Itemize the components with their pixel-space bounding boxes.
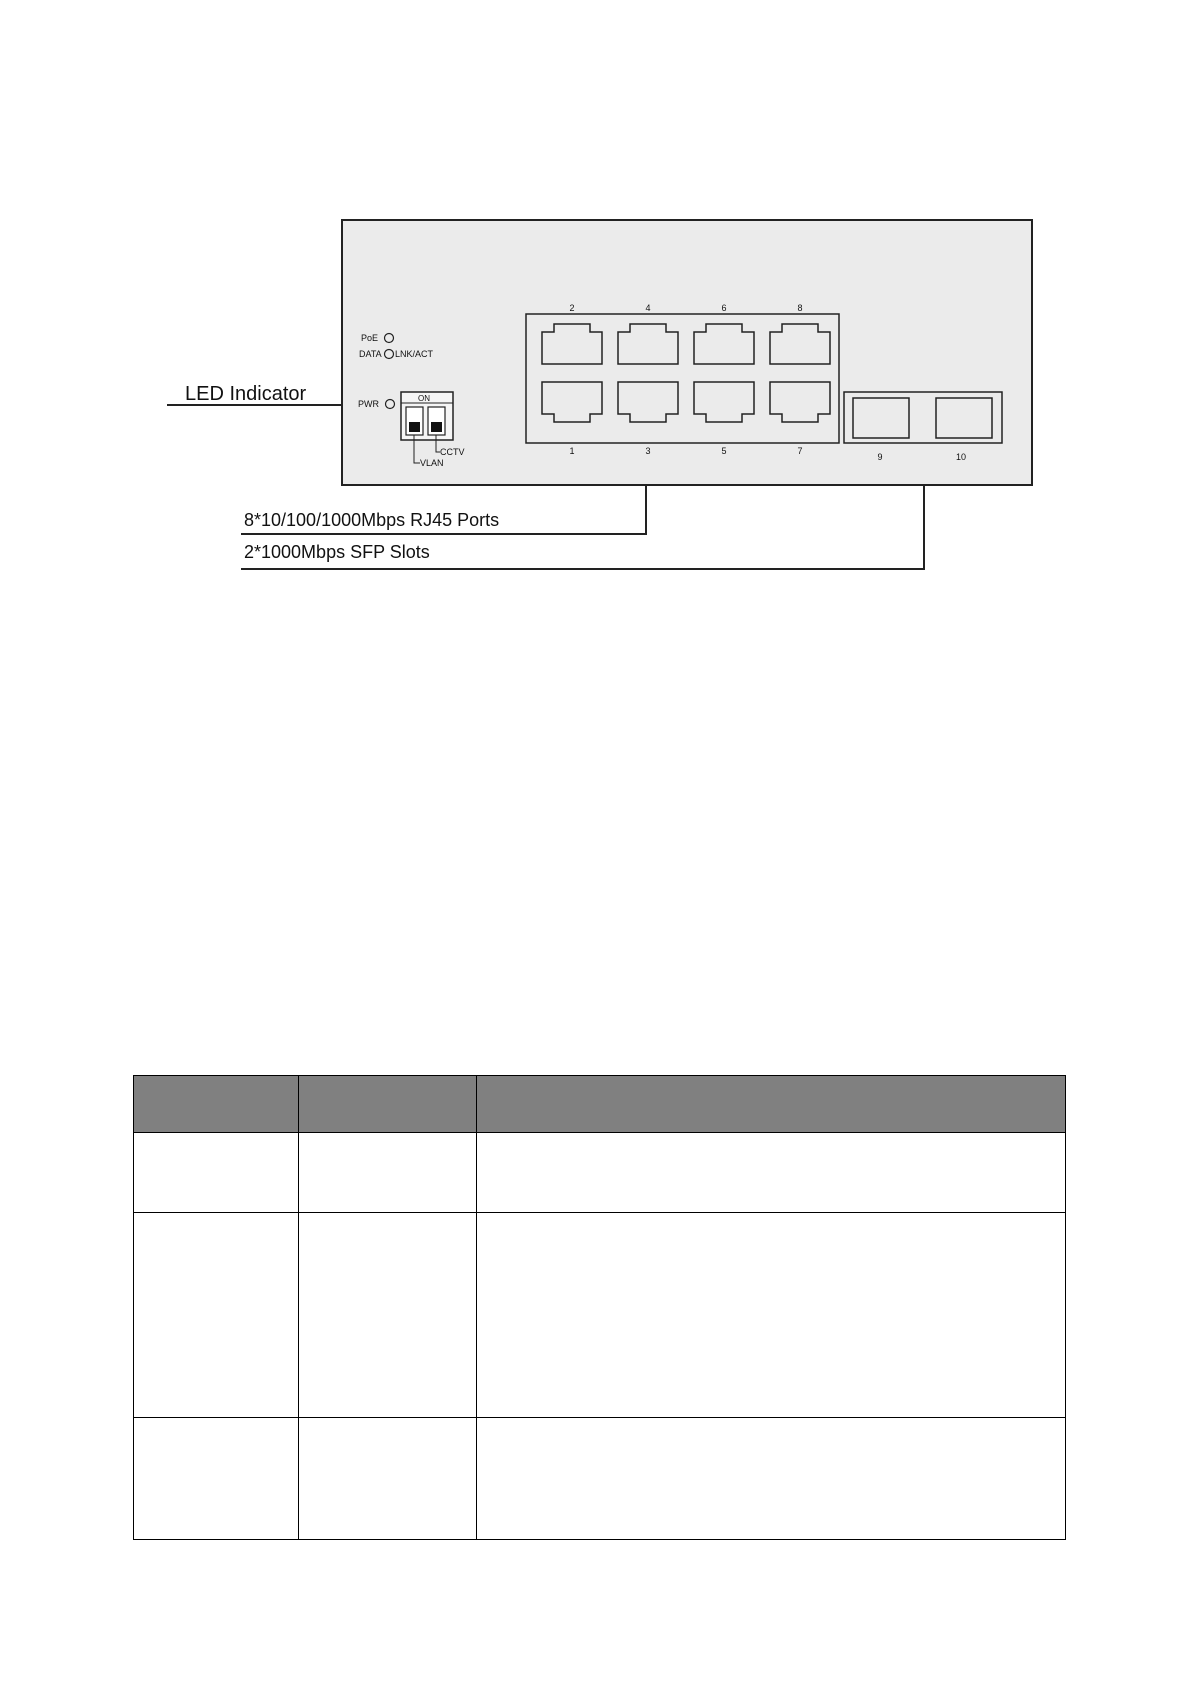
- table-row: [134, 1133, 1066, 1213]
- sfp-port-label-9: 9: [877, 452, 883, 462]
- rj45-port-label-3: 3: [645, 446, 651, 456]
- table-header-row: [134, 1076, 1066, 1133]
- led-lnk-act-label: LNK/ACT: [395, 349, 434, 359]
- rj45-port-label-1: 1: [569, 446, 575, 456]
- rj45-port-label-4: 4: [645, 303, 651, 313]
- led-spec-table: [133, 1075, 1066, 1540]
- led-pwr-label: PWR: [358, 399, 379, 409]
- table-cell: [299, 1213, 477, 1418]
- led-indicator-label: LED Indicator: [185, 383, 307, 405]
- table-cell: [134, 1133, 299, 1213]
- rj45-port-label-7: 7: [797, 446, 803, 456]
- table-row: [134, 1213, 1066, 1418]
- table-cell: [134, 1418, 299, 1540]
- led-poe-label: PoE: [361, 333, 379, 343]
- sfp-slots-label: 2*1000Mbps SFP Slots: [244, 542, 430, 562]
- table-cell: [299, 1418, 477, 1540]
- rj45-port-label-5: 5: [721, 446, 727, 456]
- table-row: [134, 1418, 1066, 1540]
- table-header-cell: [477, 1076, 1066, 1133]
- rj45-port-label-2: 2: [569, 303, 575, 313]
- led-data-label: DATA: [359, 349, 382, 359]
- table-header-cell: [134, 1076, 299, 1133]
- dip-switch-vlan-label: VLAN: [420, 458, 444, 468]
- table-cell: [477, 1418, 1066, 1540]
- table-cell: [134, 1213, 299, 1418]
- rj45-port-label-6: 6: [721, 303, 727, 313]
- rj45-port-label-8: 8: [797, 303, 803, 313]
- switch-front-panel: [342, 220, 1032, 485]
- front-panel-diagram: [0, 0, 1192, 620]
- table-cell: [477, 1213, 1066, 1418]
- sfp-port-label-10: 10: [955, 452, 967, 462]
- table-cell: [299, 1133, 477, 1213]
- rj45-ports-label: 8*10/100/1000Mbps RJ45 Ports: [244, 510, 500, 530]
- dip-switch-cctv-label: CCTV: [440, 447, 465, 457]
- table-header-cell: [299, 1076, 477, 1133]
- dip-switch-on-label: ON: [418, 394, 430, 403]
- table-cell: [477, 1133, 1066, 1213]
